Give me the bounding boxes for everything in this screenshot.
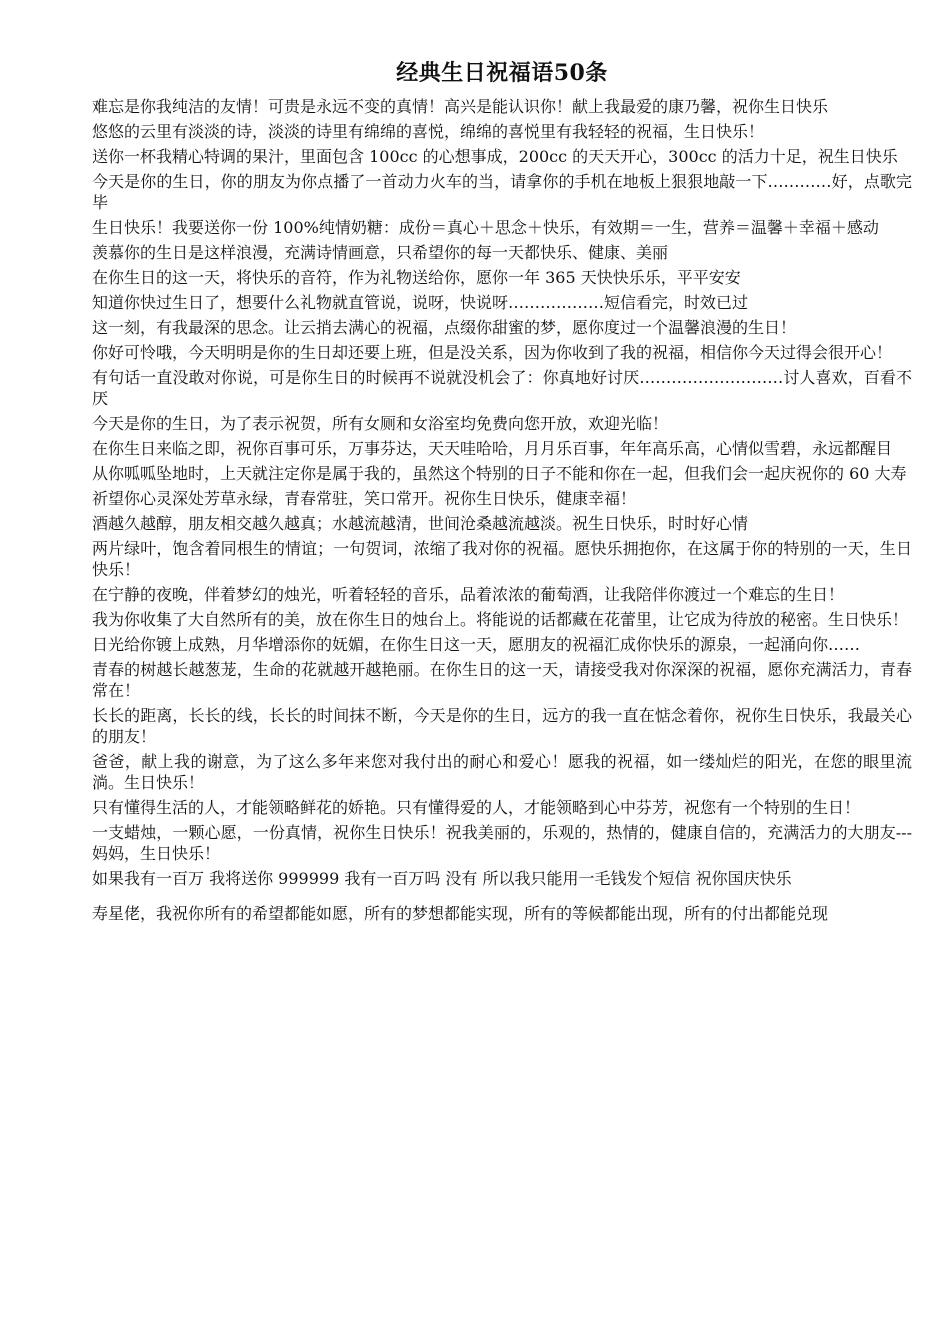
- entry-paragraph: 从你呱呱坠地时，上天就注定你是属于我的，虽然这个特别的日子不能和你在一起，但我们会一起庆祝你的 60 大寿: [92, 464, 907, 483]
- entry-paragraph: 知道你快过生日了，想要什么礼物就直管说，说呀，快说呀………………短信看完，时效已过: [92, 293, 749, 312]
- entry-paragraph: 在宁静的夜晚，伴着梦幻的烛光，听着轻轻的音乐，品着浓浓的葡萄酒，让我陪伴你渡过一个难忘的生日！: [92, 585, 845, 604]
- entry-paragraph: 我为你收集了大自然所有的美，放在你生日的烛台上。将能说的话都藏在花蕾里，让它成为待放的秘密。生日快乐！: [92, 610, 909, 629]
- entry-paragraph: 这一刻，有我最深的思念。让云捎去满心的祝福，点缀你甜蜜的梦，愿你度过一个温馨浪漫的生日！: [92, 318, 797, 337]
- entry-paragraph: 今天是你的生日，为了表示祝贺，所有女厕和女浴室均免费向您开放，欢迎光临！: [92, 414, 669, 433]
- entry-paragraph: 今天是你的生日，你的朋友为你点播了一首动力火车的当，请拿你的手机在地板上狠狠地敲一下…………好，点歌完毕: [92, 172, 912, 212]
- entry-paragraph: 悠悠的云里有淡淡的诗，淡淡的诗里有绵绵的喜悦，绵绵的喜悦里有我轻轻的祝福，生日快乐！: [92, 122, 765, 141]
- entry-paragraph: 在你生日来临之即，祝你百事可乐，万事芬达，天天哇哈哈，月月乐百事，年年高乐高，心情似雪碧，永远都醒目: [92, 439, 893, 458]
- entry-paragraph: 难忘是你我纯洁的友情！可贵是永远不变的真情！高兴是能认识你！献上我最爱的康乃馨，祝你生日快乐: [92, 97, 829, 116]
- entry-paragraph: 青春的树越长越葱茏，生命的花就越开越艳丽。在你生日的这一天，请接受我对你深深的祝福，愿你充满活力，青春常在！: [92, 660, 912, 700]
- entry-paragraph: 日光给你镀上成熟，月华增添你的妩媚，在你生日这一天，愿朋友的祝福汇成你快乐的源泉，一起涌向你……: [92, 635, 861, 654]
- entry-paragraph: 酒越久越醇，朋友相交越久越真；水越流越清，世间沧桑越流越淡。祝生日快乐，时时好心情: [92, 514, 749, 533]
- entry-paragraph: 在你生日的这一天，将快乐的音符，作为礼物送给你，愿你一年 365 天快快乐乐，平平安安: [92, 268, 741, 287]
- entry-paragraph: 送你一杯我精心特调的果汁，里面包含 100cc 的心想事成，200cc 的天天开心，300cc 的活力十足，祝生日快乐: [92, 147, 898, 166]
- entry-paragraph: 寿星佬，我祝你所有的希望都能如愿，所有的梦想都能实现，所有的等候都能出现，所有的付出都能兑现: [92, 904, 829, 923]
- entry-paragraph: 两片绿叶，饱含着同根生的情谊；一句贺词，浓缩了我对你的祝福。愿快乐拥抱你，在这属于你的特别的一天，生日快乐！: [92, 539, 912, 579]
- document-title: 经典生日祝福语50条: [396, 60, 608, 86]
- entry-paragraph: 你好可怜哦，今天明明是你的生日却还要上班，但是没关系，因为你收到了我的祝福，相信你今天过得会很开心！: [92, 343, 893, 362]
- document-page: [92, 58, 912, 928]
- entries-list: [92, 96, 912, 924]
- entry-paragraph: 如果我有一百万 我将送你 999999 我有一百万吗 没有 所以我只能用一毛钱发个短信 祝你国庆快乐: [92, 869, 792, 888]
- entry-paragraph: 长长的距离，长长的线，长长的时间抹不断，今天是你的生日，远方的我一直在惦念着你，祝你生日快乐，我最关心的朋友！: [92, 706, 912, 746]
- entry-paragraph: 一支蜡烛，一颗心愿，一份真情，祝你生日快乐！祝我美丽的，乐观的，热情的，健康自信的，充满活力的大朋友---妈妈，生日快乐！: [92, 823, 912, 863]
- entry-paragraph: 祈望你心灵深处芳草永绿，青春常驻，笑口常开。祝你生日快乐，健康幸福！: [92, 489, 637, 508]
- entry-paragraph: 有句话一直没敢对你说，可是你生日的时候再不说就没机会了：你真地好讨厌………………………讨人喜欢，百看不厌: [92, 368, 912, 408]
- entry-paragraph: 生日快乐！我要送你一份 100%纯情奶糖：成份＝真心＋思念＋快乐，有效期＝一生，营养＝温馨＋幸福＋感动: [92, 218, 879, 237]
- entry-paragraph: 羡慕你的生日是这样浪漫，充满诗情画意，只希望你的每一天都快乐、健康、美丽: [92, 243, 669, 262]
- entry-paragraph: 爸爸，献上我的谢意，为了这么多年来您对我付出的耐心和爱心！愿我的祝福，如一缕灿烂的阳光，在您的眼里流淌。生日快乐！: [92, 752, 912, 792]
- entry-paragraph: 只有懂得生活的人，才能领略鲜花的娇艳。只有懂得爱的人，才能领略到心中芬芳，祝您有一个特别的生日！: [92, 798, 861, 817]
